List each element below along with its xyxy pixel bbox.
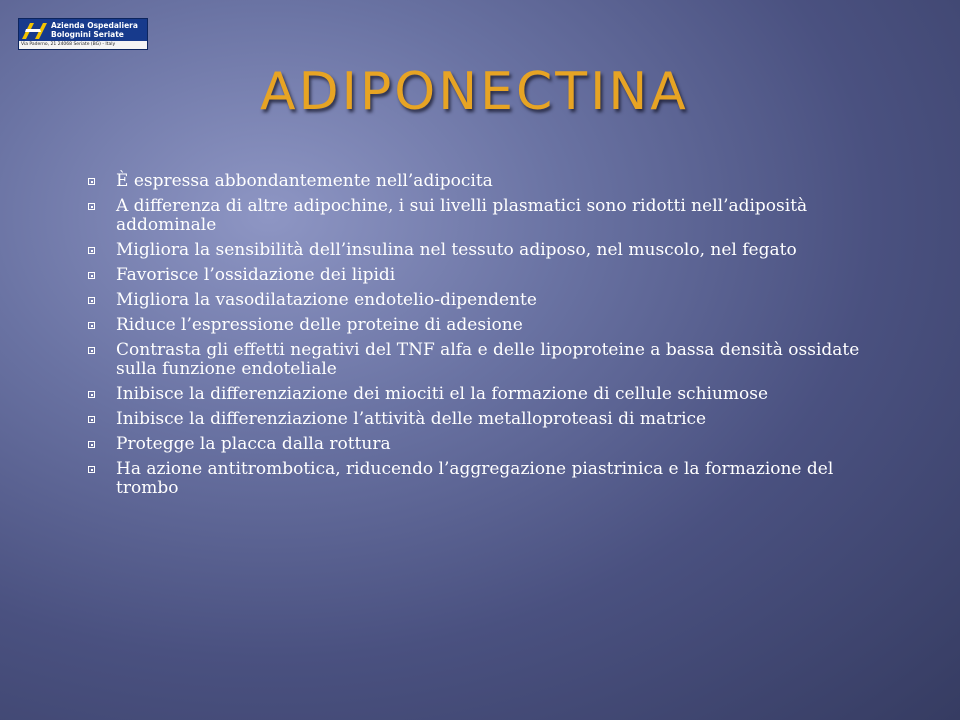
bullet-text: Protegge la placca dalla rottura	[116, 434, 391, 454]
bullet-item	[86, 460, 876, 498]
bullet-text: Riduce l’espressione delle proteine di adesione	[116, 315, 523, 335]
bullet-item	[86, 197, 876, 235]
logo-address: Via Paderno, 21 24068 Seriate (BG) - Italy	[19, 41, 147, 49]
bullet-item	[86, 291, 876, 310]
square-bullet-icon	[88, 178, 95, 185]
square-bullet-icon	[88, 441, 95, 448]
hospital-h-logo-icon	[21, 21, 47, 41]
bullet-text: A differenza di altre adipochine, i sui livelli plasmatici sono ridotti nell’adiposità addominale	[116, 196, 808, 235]
slide-title: ADIPONECTINA	[260, 62, 689, 122]
bullet-text: È espressa abbondantemente nell’adipocita	[116, 171, 493, 191]
bullet-item	[86, 241, 876, 260]
bullet-text: Inibisce la differenziazione l’attività delle metalloproteasi di matrice	[116, 409, 707, 429]
square-bullet-icon	[88, 391, 95, 398]
bullet-item	[86, 316, 876, 335]
bullet-text: Favorisce l’ossidazione dei lipidi	[116, 265, 396, 285]
square-bullet-icon	[88, 272, 95, 279]
square-bullet-icon	[88, 247, 95, 254]
hospital-logo	[18, 18, 148, 50]
logo-name	[51, 21, 138, 39]
square-bullet-icon	[88, 416, 95, 423]
bullet-text: Contrasta gli effetti negativi del TNF alfa e delle lipoproteine a bassa densità ossidate sulla funzione endoteliale	[116, 340, 860, 379]
bullet-item	[86, 410, 876, 429]
square-bullet-icon	[88, 322, 95, 329]
square-bullet-icon	[88, 203, 95, 210]
bullet-text: Migliora la sensibilità dell’insulina nel tessuto adiposo, nel muscolo, nel fegato	[116, 240, 797, 260]
bullet-item	[86, 435, 876, 454]
logo-name-line1: Azienda Ospedaliera	[51, 21, 138, 30]
square-bullet-icon	[88, 466, 95, 473]
bullet-text: Inibisce la differenziazione dei miociti el la formazione di cellule schiumose	[116, 384, 769, 404]
bullet-item	[86, 266, 876, 285]
logo-name-line2: Bolognini Seriate	[51, 30, 124, 39]
bullet-list	[86, 172, 876, 504]
bullet-text: Ha azione antitrombotica, riducendo l’aggregazione piastrinica e la formazione del trombo	[116, 459, 834, 498]
bullet-text: Migliora la vasodilatazione endotelio-dipendente	[116, 290, 537, 310]
bullet-item	[86, 341, 876, 379]
square-bullet-icon	[88, 347, 95, 354]
square-bullet-icon	[88, 297, 95, 304]
bullet-item	[86, 172, 876, 191]
bullet-item	[86, 385, 876, 404]
